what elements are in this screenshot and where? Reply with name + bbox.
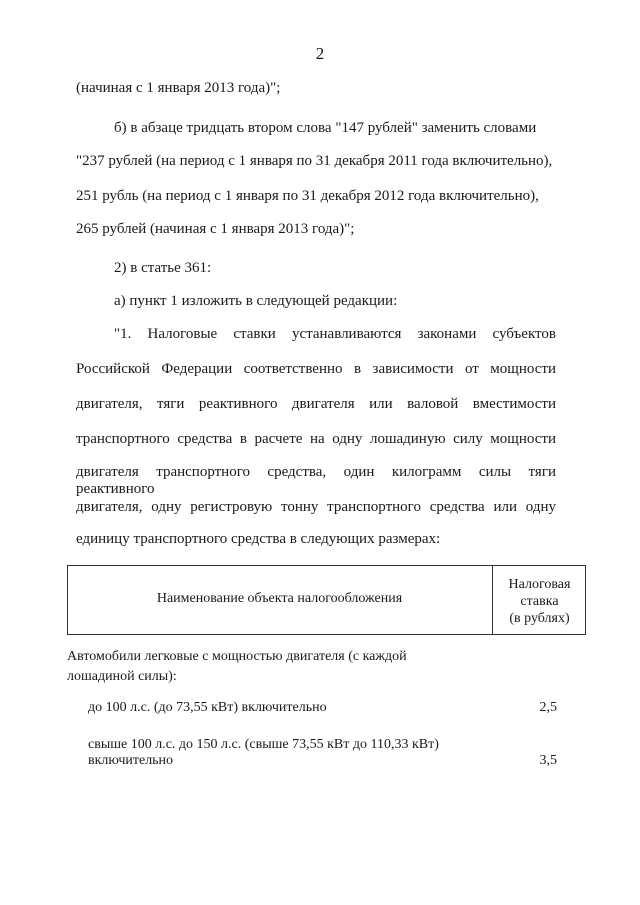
table-row-label: до 100 л.с. (до 73,55 кВт) включительно xyxy=(88,700,327,715)
text-line: двигателя, тяги реактивного двигателя или валовой вместимости xyxy=(76,396,556,412)
table-category-line: лошадиной силы): xyxy=(67,669,177,684)
table-category-line: Автомобили легковые с мощностью двигателя (с каждой xyxy=(67,649,407,664)
column-header-rate-line: ставка xyxy=(520,594,559,609)
text-line: "1. Налоговые ставки устанавливаются законами субъектов xyxy=(114,326,556,342)
text-line: (начиная с 1 января 2013 года)"; xyxy=(76,80,281,96)
text-line: единицу транспортного средства в следующих размерах: xyxy=(76,531,441,547)
column-header-rate-line: (в рублях) xyxy=(509,611,570,626)
text-line: б) в абзаце тридцать втором слова "147 рублей" заменить словами xyxy=(114,120,537,136)
text-line: 251 рубль (на период с 1 января по 31 декабря 2012 года включительно), xyxy=(76,188,539,204)
table-row-value: 3,5 xyxy=(539,753,557,768)
column-header-object: Наименование объекта налогообложения xyxy=(156,591,403,606)
text-line: а) пункт 1 изложить в следующей редакции: xyxy=(114,293,398,309)
text-line: двигателя транспортного средства, один килограмм силы тяги реактивного xyxy=(76,464,556,497)
table-row-label: включительно xyxy=(88,753,174,768)
text-line: транспортного средства в расчете на одну лошадиную силу мощности xyxy=(76,431,556,447)
column-header-rate xyxy=(493,576,586,627)
table-row-value: 2,5 xyxy=(539,700,557,715)
text-line: "237 рублей (на период с 1 января по 31 декабря 2011 года включительно), xyxy=(76,153,553,169)
text-line: 265 рублей (начиная с 1 января 2013 года)"; xyxy=(76,221,355,237)
text-line: двигателя, одну регистровую тонну транспортного средства или одну xyxy=(76,499,556,515)
column-header-rate-line: Налоговая xyxy=(508,577,571,592)
page-number: 2 xyxy=(315,44,325,63)
table-row-label: свыше 100 л.с. до 150 л.с. (свыше 73,55 кВт до 110,33 кВт) xyxy=(88,737,439,752)
text-line: Российской Федерации соответственно в зависимости от мощности xyxy=(76,361,556,377)
text-line: 2) в статье 361: xyxy=(114,260,212,276)
rates-table-header xyxy=(67,565,586,635)
